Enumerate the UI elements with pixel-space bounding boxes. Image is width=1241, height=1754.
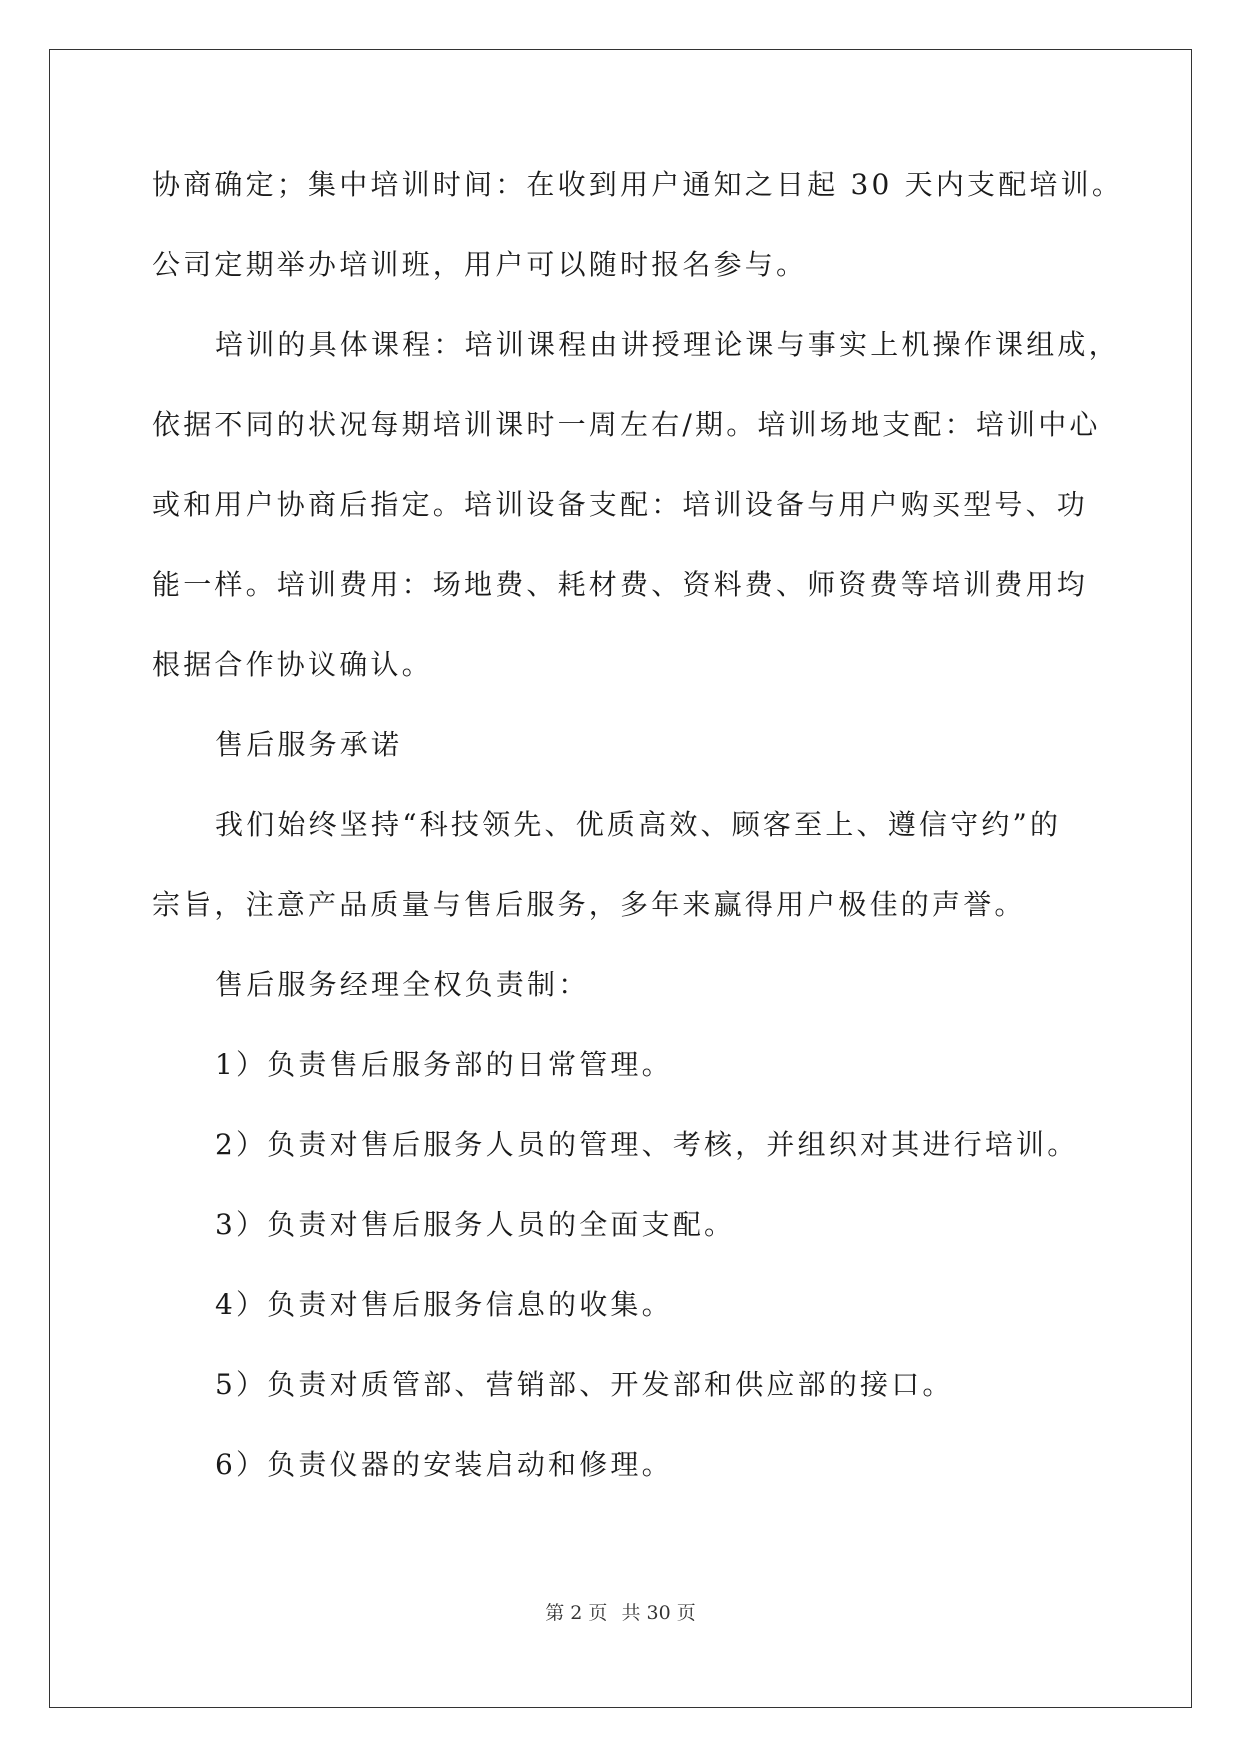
list-item: 3）负责对售后服务人员的全面支配。	[215, 1208, 736, 1241]
list-item: 1）负责售后服务部的日常管理。	[215, 1048, 673, 1081]
paragraph-line: 能一样。培训费用：场地费、耗材费、资料费、师资费等培训费用均	[152, 568, 1089, 601]
paragraph-line: 或和用户协商后指定。培训设备支配：培训设备与用户购买型号、功	[152, 488, 1089, 521]
list-item: 2）负责对售后服务人员的管理、考核，并组织对其进行培训。	[215, 1128, 1079, 1161]
paragraph-line: 宗旨，注意产品质量与售后服务，多年来赢得用户极佳的声誉。	[152, 888, 1026, 921]
paragraph-line: 培训的具体课程：培训课程由讲授理论课与事实上机操作课组成，	[215, 328, 1120, 361]
list-item: 6）负责仪器的安装启动和修理。	[215, 1448, 673, 1481]
page-total: 共 30 页	[621, 1602, 696, 1624]
section-heading: 售后服务承诺	[215, 728, 403, 761]
paragraph-line: 协商确定；集中培训时间：在收到用户通知之日起 30 天内支配培训。	[152, 168, 1124, 201]
paragraph-line: 根据合作协议确认。	[152, 648, 433, 681]
paragraph-line: 依据不同的状况每期培训课时一周左右/期。培训场地支配：培训中心	[152, 408, 1101, 441]
list-item: 5）负责对质管部、营销部、开发部和供应部的接口。	[215, 1368, 954, 1401]
paragraph-line: 售后服务经理全权负责制：	[215, 968, 590, 1001]
list-item: 4）负责对售后服务信息的收集。	[215, 1288, 673, 1321]
paragraph-line: 公司定期举办培训班，用户可以随时报名参与。	[152, 248, 808, 281]
page-number: 第 2 页	[545, 1602, 608, 1624]
paragraph-line: 我们始终坚持“科技领先、优质高效、顾客至上、遵信守约”的	[215, 808, 1062, 841]
page-footer	[0, 1598, 1241, 1625]
